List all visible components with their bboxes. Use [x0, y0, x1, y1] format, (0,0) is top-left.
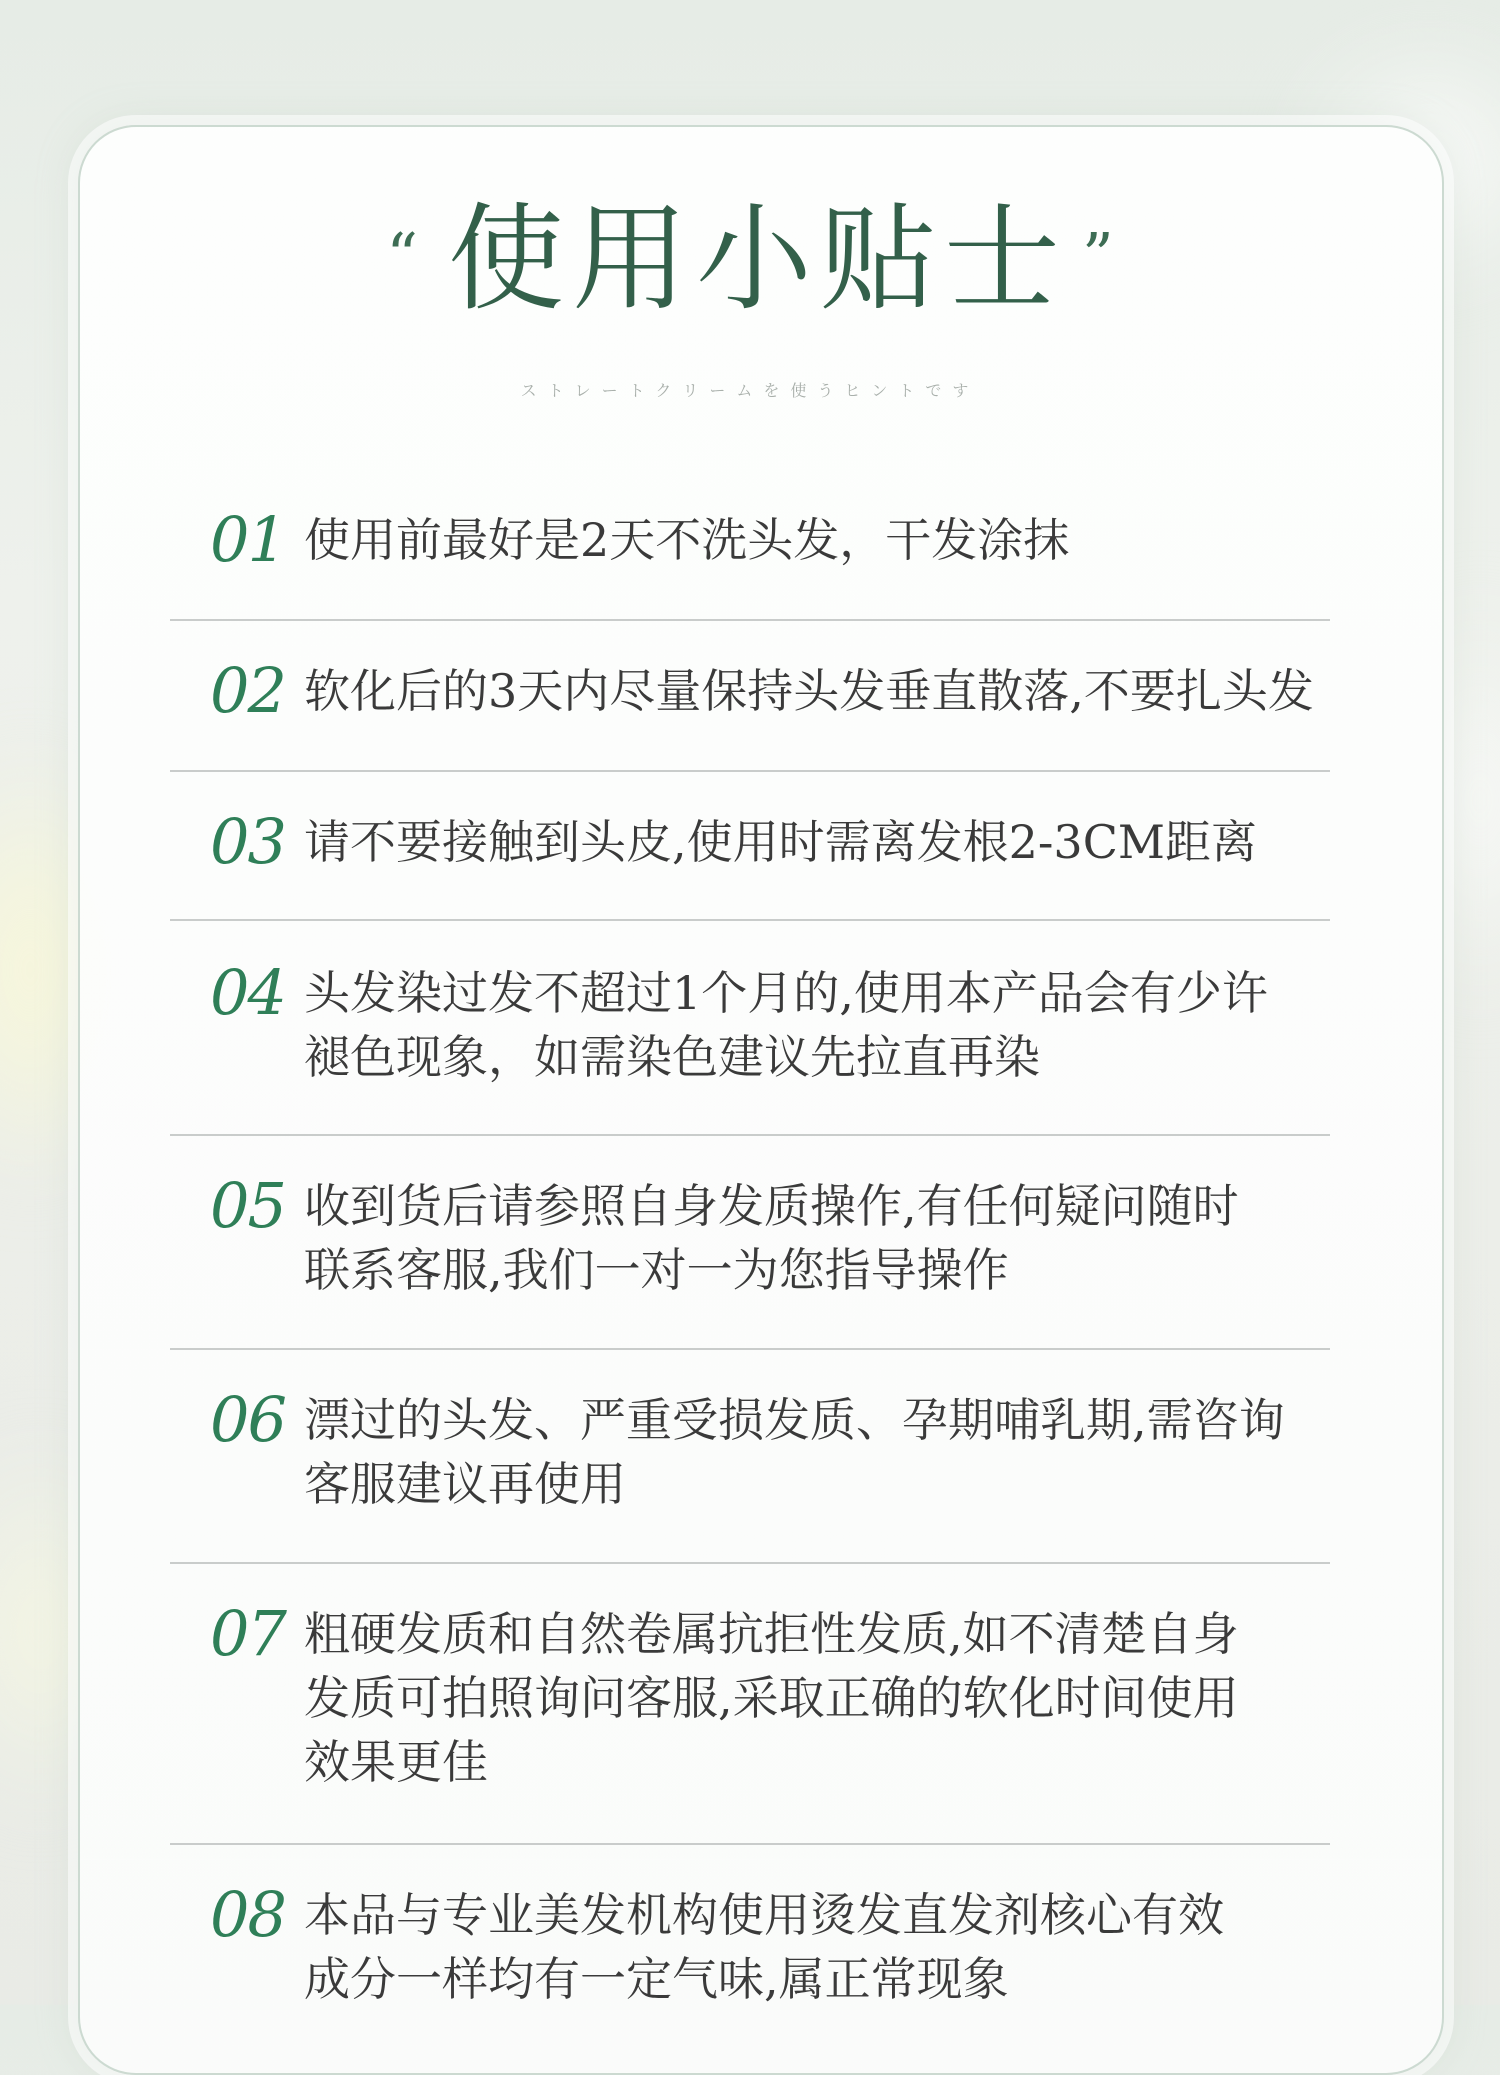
close-quote: ”	[1082, 219, 1114, 292]
tip-text	[304, 1174, 1330, 1302]
tip-item	[170, 1845, 1330, 2035]
tip-line: 软化后的3天内尽量保持头发垂直散落,不要扎头发	[304, 664, 1314, 718]
tip-item	[170, 1564, 1330, 1845]
tip-text	[304, 810, 1330, 874]
tip-line: 客服建议再使用	[304, 1457, 626, 1511]
tip-line: 收到货后请参照自身发质操作,有任何疑问随时	[304, 1179, 1239, 1233]
tip-line: 粗硬发质和自然卷属抗拒性发质,如不清楚自身	[304, 1607, 1239, 1661]
tip-line: 褪色现象，如需染色建议先拉直再染	[304, 1030, 1040, 1084]
page-title	[386, 185, 1113, 335]
tip-item	[170, 1136, 1330, 1350]
tip-text	[304, 961, 1330, 1089]
tip-line: 联系客服,我们一对一为您指导操作	[304, 1243, 1009, 1297]
tip-number: 04	[210, 956, 285, 1029]
tip-item	[170, 921, 1330, 1136]
subtitle: ストレートクリームを使うヒントです	[520, 381, 980, 400]
tip-line: 成分一样均有一定气味,属正常现象	[304, 1952, 1009, 2006]
title-text: 使用小贴士	[448, 192, 1068, 327]
tip-number: 07	[210, 1597, 285, 1670]
tip-item	[170, 772, 1330, 921]
tip-line: 使用前最好是2天不洗头发，干发涂抹	[304, 513, 1070, 567]
tip-line: 效果更佳	[304, 1735, 488, 1789]
open-quote: “	[386, 219, 418, 292]
tip-text	[304, 1602, 1330, 1794]
tip-item	[170, 1350, 1330, 1564]
tip-line: 头发染过发不超过1个月的,使用本产品会有少许	[304, 966, 1268, 1020]
tip-line: 本品与专业美发机构使用烫发直发剂核心有效	[304, 1888, 1224, 1942]
tip-number: 01	[210, 503, 285, 576]
tip-number: 03	[210, 805, 285, 878]
tip-line: 请不要接触到头皮,使用时需离发根2-3CM距离	[304, 815, 1257, 869]
tip-line: 漂过的头发、严重受损发质、孕期哺乳期,需咨询	[304, 1393, 1285, 1447]
tip-number: 02	[210, 654, 285, 727]
tips-list	[170, 470, 1330, 2035]
tip-number: 08	[210, 1878, 285, 1951]
tip-number: 06	[210, 1383, 285, 1456]
tip-number: 05	[210, 1169, 285, 1242]
tip-text	[304, 1388, 1330, 1516]
tip-text	[304, 1883, 1330, 2011]
tip-text	[304, 659, 1330, 723]
tip-text	[304, 508, 1330, 572]
tip-line: 发质可拍照询问客服,采取正确的软化时间使用	[304, 1671, 1239, 1725]
tip-item	[170, 470, 1330, 621]
tip-item	[170, 621, 1330, 772]
header	[0, 185, 1500, 335]
